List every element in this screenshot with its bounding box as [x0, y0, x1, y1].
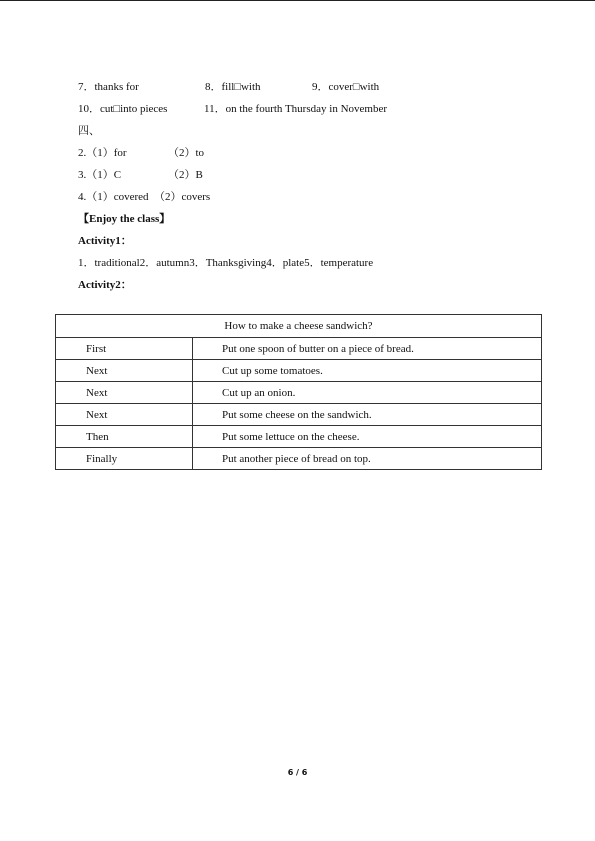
answer-line-11: 11．on the fourth Thursday in November	[204, 103, 387, 115]
step-word: First	[56, 338, 193, 360]
step-word: Next	[56, 382, 193, 404]
activity1-answers: 1．traditional2．autumn3．Thanksgiving4．plate5．temperature	[78, 257, 374, 269]
answer-q2-part2: （2）to	[168, 147, 205, 159]
enjoy-class-heading: 【Enjoy the class】	[78, 213, 171, 225]
answer-line-9: 9．cover□with	[312, 81, 380, 93]
step-instruction: Cut up an onion.	[193, 382, 542, 404]
activity2-heading: Activity2：	[78, 279, 132, 291]
table-row	[56, 426, 542, 448]
step-word: Finally	[56, 448, 193, 470]
step-word: Next	[56, 404, 193, 426]
table-row	[56, 382, 542, 404]
activity1-heading: Activity1：	[78, 235, 132, 247]
answer-line-7: 7．thanks for	[78, 81, 139, 93]
step-instruction: Put another piece of bread on top.	[193, 448, 542, 470]
section-four-heading: 四、	[78, 125, 100, 137]
table-title: How to make a cheese sandwich?	[56, 315, 542, 338]
table-row	[56, 338, 542, 360]
answer-q4-part2: （2）covers	[154, 191, 211, 203]
step-instruction: Put some lettuce on the cheese.	[193, 426, 542, 448]
answer-q3-part2: （2）B	[168, 169, 203, 181]
step-instruction: Put some cheese on the sandwich.	[193, 404, 542, 426]
step-word: Then	[56, 426, 193, 448]
step-instruction: Cut up some tomatoes.	[193, 360, 542, 382]
table-row	[56, 360, 542, 382]
step-instruction: Put one spoon of butter on a piece of bread.	[193, 338, 542, 360]
page-number: 6 / 6	[287, 768, 308, 777]
answer-q3-part1: 3.（1）C	[78, 169, 122, 181]
step-word: Next	[56, 360, 193, 382]
table-header-row	[56, 315, 542, 338]
header-rule	[0, 0, 595, 1]
answer-q4-part1: 4.（1）covered	[78, 191, 149, 203]
table-row	[56, 404, 542, 426]
sandwich-steps-table	[55, 314, 542, 470]
answer-q2-part1: 2.（1）for	[78, 147, 127, 159]
table-row	[56, 448, 542, 470]
answer-line-10: 10．cut□into pieces	[78, 103, 168, 115]
answer-line-8: 8．fill□with	[205, 81, 261, 93]
